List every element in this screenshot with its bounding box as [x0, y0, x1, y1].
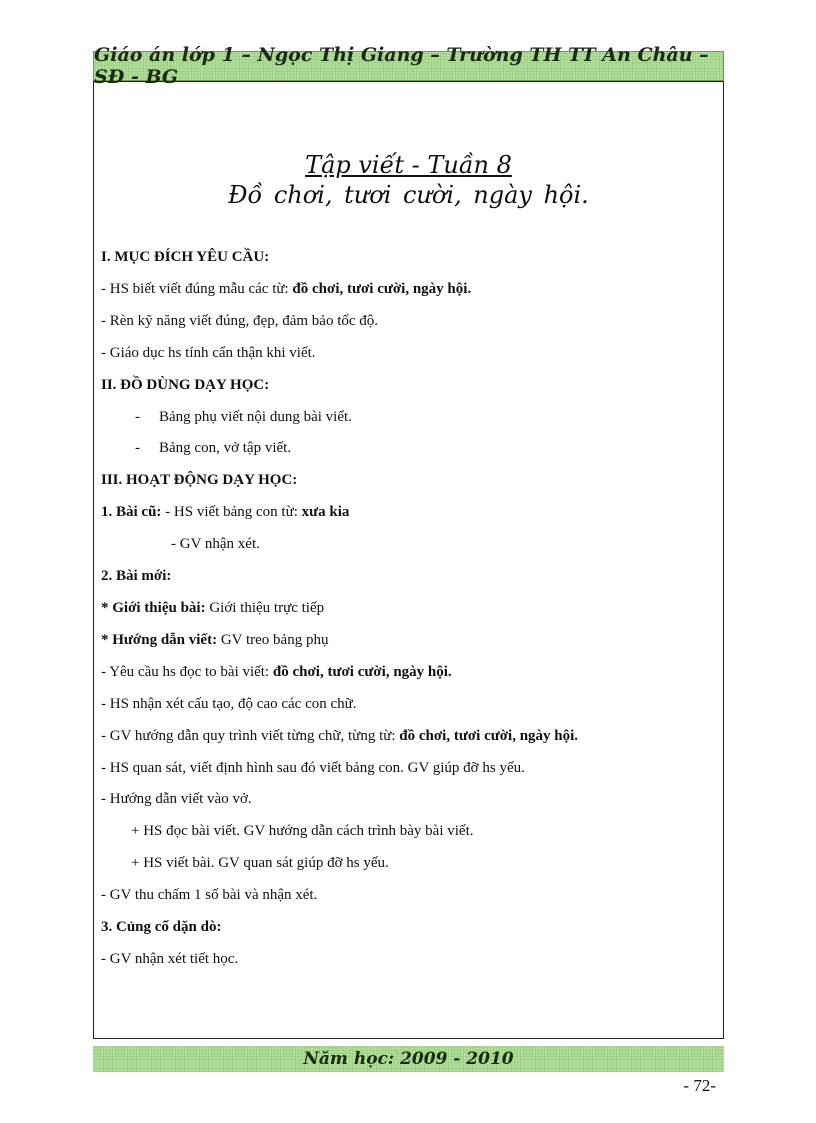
page-number: - 72- — [683, 1076, 716, 1095]
material-text: Bảng con, vở tập viết. — [159, 440, 292, 457]
intro-line — [101, 593, 711, 625]
structure-line: - HS nhận xét cấu tạo, độ cao các con chữ. — [101, 695, 357, 712]
guide-label: * Hướng dẫn viết: — [101, 631, 218, 648]
material-text: Bảng phụ viết nội dung bài viết. — [159, 408, 352, 425]
old-lesson-gv: - GV nhận xét. — [171, 536, 260, 553]
observe-line: - HS quan sát, viết định hình sau đó viết bảng con. GV giúp đỡ hs yếu. — [101, 759, 525, 776]
consolidate-label: 3. Củng cố dặn dò: — [101, 919, 222, 936]
footer-text: Năm học: 2009 - 2010 — [303, 1049, 514, 1069]
material-item — [101, 402, 711, 434]
process-text: - GV hướng dẫn quy trình viết từng chữ, từng từ: — [101, 727, 400, 744]
notebook-subitem: + HS viết bài. GV quan sát giúp đỡ hs yếu. — [131, 855, 389, 872]
lesson-subtitle: Đồ chơi, tươi cười, ngày hội. — [228, 181, 589, 209]
list-dash: - — [135, 408, 140, 425]
old-lesson-word: xưa kia — [301, 504, 350, 521]
read-words: đồ chơi, tươi cười, ngày hội. — [272, 663, 452, 680]
old-lesson-label: 1. Bài cũ: — [101, 504, 162, 521]
lesson-content — [101, 242, 711, 976]
footer-banner — [93, 1046, 724, 1072]
objective-line — [101, 274, 711, 306]
guide-text: GV treo bảng phụ — [217, 631, 329, 648]
read-line — [101, 657, 711, 689]
collect-line: - GV thu chấm 1 số bài và nhận xét. — [101, 887, 318, 904]
section-heading-activities: III. HOẠT ĐỘNG DẠY HỌC: — [101, 472, 298, 489]
process-words: đồ chơi, tươi cười, ngày hội. — [399, 727, 579, 744]
old-lesson-text: - HS viết bảng con từ: — [161, 504, 302, 521]
new-lesson-label: 2. Bài mới: — [101, 568, 172, 585]
read-text: - Yêu cầu hs đọc to bài viết: — [101, 663, 273, 680]
objective-line: - Giáo dục hs tính cẩn thận khi viết. — [101, 344, 316, 361]
intro-text: Giới thiệu trực tiếp — [205, 599, 325, 616]
process-line — [101, 721, 711, 753]
intro-label: * Giới thiệu bài: — [101, 599, 206, 616]
guide-line — [101, 625, 711, 657]
header-banner — [93, 44, 724, 88]
section-heading-objectives: I. MỤC ĐÍCH YÊU CẦU: — [101, 249, 270, 265]
list-dash: - — [135, 440, 140, 457]
old-lesson-line — [101, 497, 711, 529]
objective-line: - Rèn kỹ năng viết đúng, đẹp, đảm bảo tốc độ. — [101, 312, 379, 329]
header-text: Giáo án lớp 1 – Ngọc Thị Giang – Trường TH TT An Châu – SĐ - BG — [94, 44, 709, 88]
material-item — [101, 433, 711, 465]
title-block — [93, 150, 724, 210]
lesson-title: Tập viết - Tuần 8 — [305, 151, 512, 179]
notebook-subitem: + HS đọc bài viết. GV hướng dẫn cách trình bày bài viết. — [131, 823, 474, 840]
notebook-line: - Hướng dẫn viết vào vở. — [101, 791, 252, 808]
objective-words: đồ chơi, tươi cười, ngày hội. — [292, 280, 472, 297]
section-heading-materials: II. ĐỒ DÙNG DẠY HỌC: — [101, 376, 270, 393]
objective-text: - HS biết viết đúng mẫu các từ: — [101, 280, 293, 297]
closing-line: - GV nhận xét tiết học. — [101, 950, 239, 967]
